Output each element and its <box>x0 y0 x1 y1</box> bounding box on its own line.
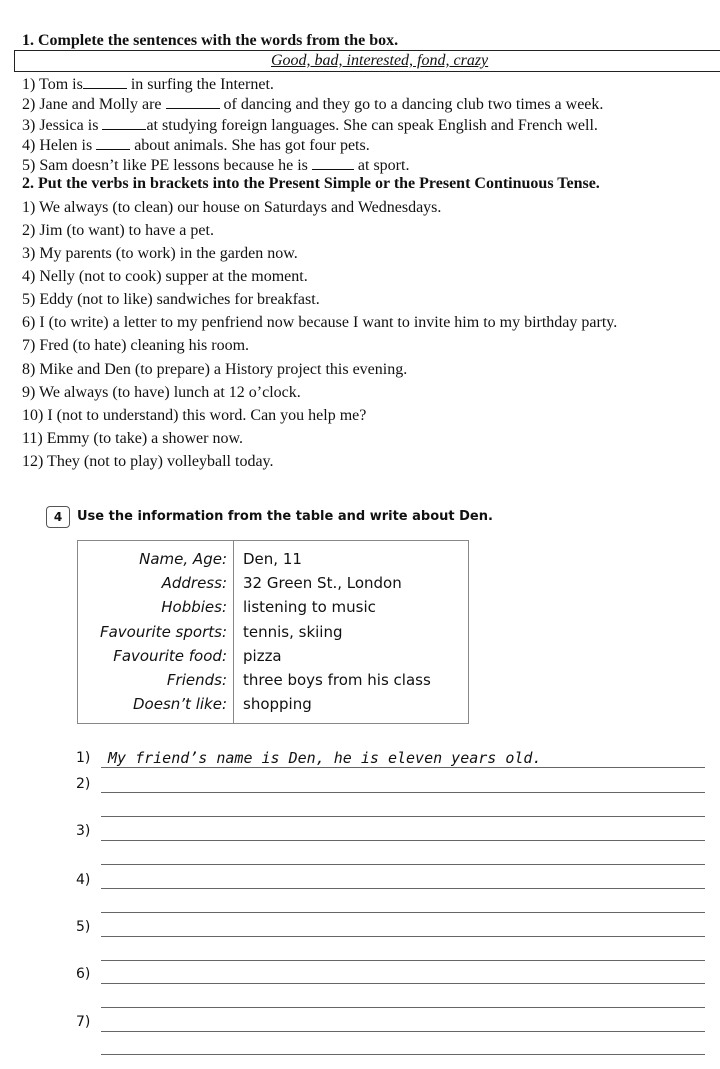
table-value: pizza <box>243 647 282 665</box>
word-box <box>14 50 720 72</box>
exercise-1-item <box>22 155 409 175</box>
table-row <box>78 574 470 598</box>
exercise-1-item <box>22 135 370 155</box>
table-value: shopping <box>243 695 312 713</box>
table-label: Name, Age: <box>139 550 227 568</box>
answer-blank[interactable] <box>96 135 130 150</box>
table-label: Favourite sports: <box>99 623 227 641</box>
exercise-2-item: 6) I (to write) a letter to my penfriend now because I want to invite him to my birthday party. <box>22 314 618 331</box>
writing-line[interactable] <box>101 864 705 865</box>
item-text-before: 3) Jessica is <box>22 117 99 134</box>
word-box-text: Good, bad, interested, fond, crazy <box>271 52 489 69</box>
exercise-2-item: 4) Nelly (not to cook) supper at the moment. <box>22 268 308 285</box>
item-text-after: in surfing the Internet. <box>130 76 274 93</box>
exercise-2-item: 7) Fred (to hate) cleaning his room. <box>22 337 250 354</box>
item-text-before: 2) Jane and Molly are <box>22 96 162 113</box>
exercise-1-item <box>22 94 603 114</box>
exercise-2-item: 1) We always (to clean) our house on Saturdays and Wednesdays. <box>22 199 442 216</box>
exercise-2-item: 12) They (not to play) volleyball today. <box>22 453 274 470</box>
item-text-after: of dancing and they go to a dancing club two times a week. <box>223 96 604 113</box>
writing-line[interactable] <box>101 1007 705 1008</box>
item-text-before: 4) Helen is <box>22 137 93 154</box>
answer-blank[interactable] <box>166 94 220 109</box>
table-row <box>78 695 470 719</box>
exercise-2-item: 9) We always (to have) lunch at 12 o’clock. <box>22 384 301 401</box>
table-value: listening to music <box>243 598 376 616</box>
exercise-1-item <box>22 74 274 94</box>
exercise-2-item: 8) Mike and Den (to prepare) a History project this evening. <box>22 361 408 378</box>
line-number: 2) <box>76 776 91 792</box>
line-number: 1) <box>76 750 91 766</box>
line-number: 7) <box>76 1014 91 1030</box>
table-value: three boys from his class <box>243 671 431 689</box>
item-text-before: 1) Tom is <box>22 76 83 93</box>
line-number: 4) <box>76 872 91 888</box>
item-text-after: about animals. She has got four pets. <box>134 137 370 154</box>
writing-line[interactable] <box>101 960 705 961</box>
item-text-after: at studying foreign languages. She can speak English and French well. <box>146 117 598 134</box>
sample-answer: My friend’s name is Den, he is eleven years old. <box>108 749 542 767</box>
exercise-2-item: 11) Emmy (to take) a shower now. <box>22 430 243 447</box>
exercise-2-item: 2) Jim (to want) to have a pet. <box>22 222 214 239</box>
table-value: 32 Green St., London <box>243 574 402 592</box>
exercise-number-badge: 4 <box>46 506 70 528</box>
answer-blank[interactable] <box>102 115 146 130</box>
table-row <box>78 671 470 695</box>
exercise-2-title: 2. Put the verbs in brackets into the Present Simple or the Present Continuous Tense. <box>22 175 600 192</box>
table-row <box>78 647 470 671</box>
table-label: Friends: <box>166 671 227 689</box>
table-row <box>78 623 470 647</box>
exercise-1-title: 1. Complete the sentences with the words from the box. <box>22 32 399 49</box>
table-label: Doesn’t like: <box>133 695 227 713</box>
writing-line[interactable] <box>101 936 705 937</box>
info-table <box>77 540 469 724</box>
table-value: tennis, skiing <box>243 623 343 641</box>
exercise-1-item <box>22 115 598 135</box>
writing-line[interactable] <box>101 792 705 793</box>
exercise-2-item: 10) I (not to understand) this word. Can you help me? <box>22 407 367 424</box>
writing-line[interactable] <box>101 1054 705 1055</box>
table-value: Den, 11 <box>243 550 302 568</box>
writing-line[interactable] <box>101 767 705 768</box>
writing-line[interactable] <box>101 912 705 913</box>
writing-line[interactable] <box>101 840 705 841</box>
line-number: 3) <box>76 823 91 839</box>
writing-line[interactable] <box>101 983 705 984</box>
table-label: Hobbies: <box>161 598 227 616</box>
line-number: 6) <box>76 966 91 982</box>
item-text-before: 5) Sam doesn’t like PE lessons because he is <box>22 157 308 174</box>
table-label: Address: <box>161 574 227 592</box>
exercise-4-title: Use the information from the table and write about Den. <box>77 509 493 524</box>
line-number: 5) <box>76 919 91 935</box>
writing-line[interactable] <box>101 888 705 889</box>
answer-blank[interactable] <box>83 74 127 89</box>
writing-line[interactable] <box>101 816 705 817</box>
exercise-2-item: 5) Eddy (not to like) sandwiches for breakfast. <box>22 291 320 308</box>
table-label: Favourite food: <box>113 647 227 665</box>
writing-line[interactable] <box>101 1031 705 1032</box>
exercise-2-item: 3) My parents (to work) in the garden now. <box>22 245 298 262</box>
answer-blank[interactable] <box>312 155 354 170</box>
table-row <box>78 598 470 622</box>
table-row <box>78 550 470 574</box>
item-text-after: at sport. <box>357 157 410 174</box>
